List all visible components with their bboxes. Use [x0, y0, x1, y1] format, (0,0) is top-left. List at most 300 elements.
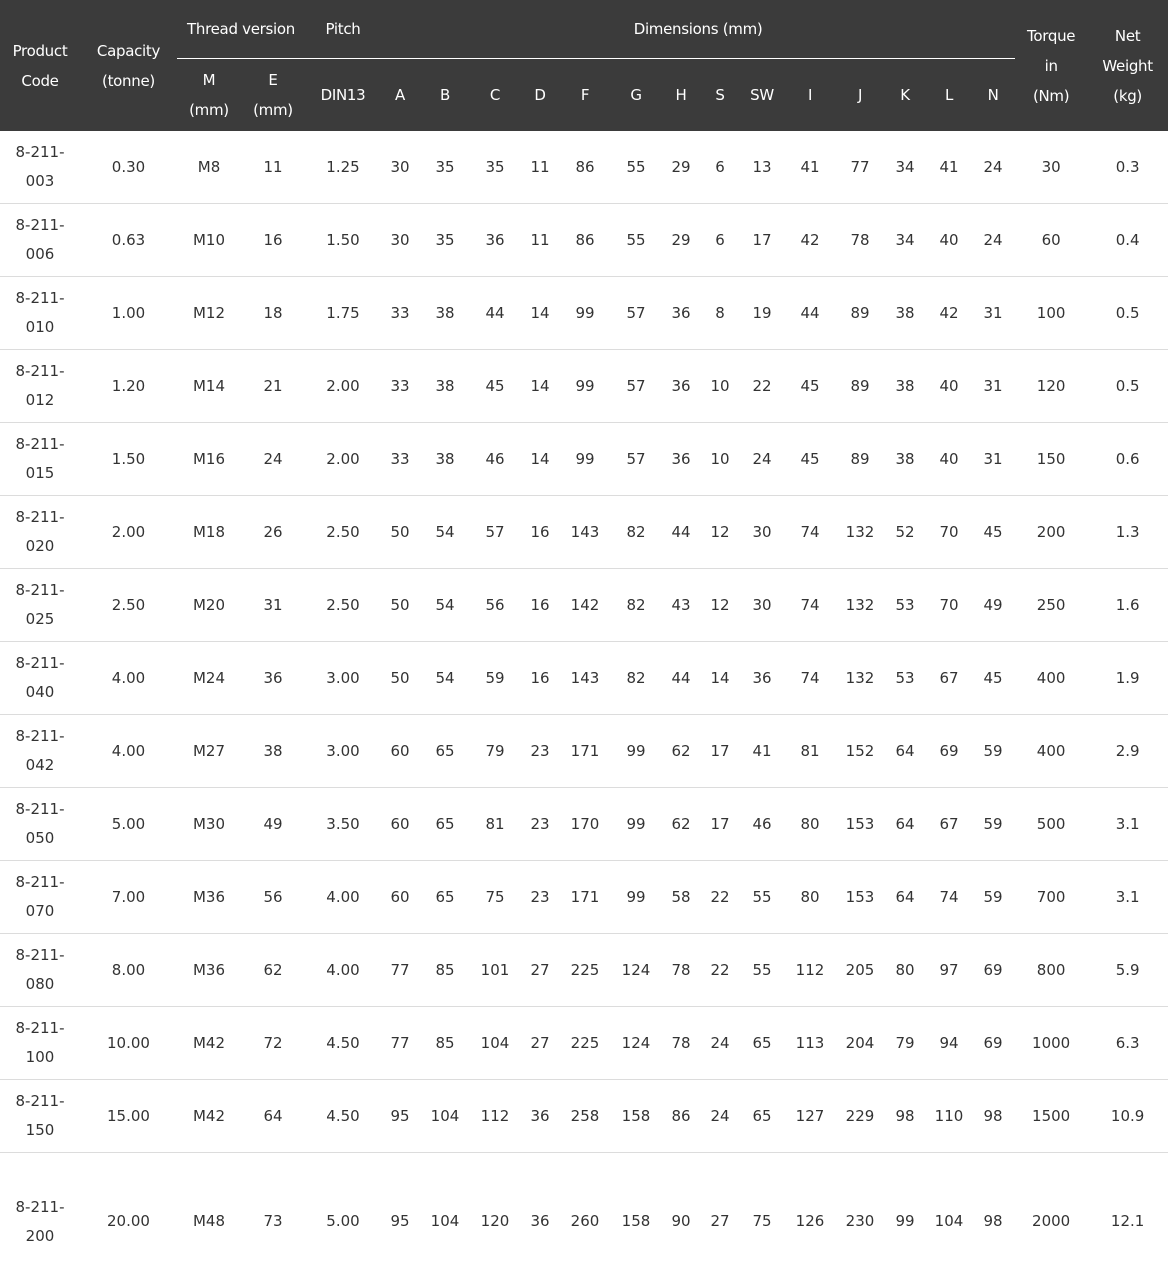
table-cell: 99 — [609, 861, 663, 934]
product-code-text: 8-211-010 — [14, 284, 66, 342]
table-cell: 152 — [837, 715, 883, 788]
table-cell: 38 — [419, 423, 471, 496]
table-cell: 1.6 — [1087, 569, 1168, 642]
table-row — [0, 934, 1168, 1007]
table-cell: 104 — [927, 1153, 971, 1272]
header-dim-c: C — [471, 59, 519, 132]
table-cell: 99 — [561, 277, 609, 350]
table-cell: 3.1 — [1087, 861, 1168, 934]
table-cell: 153 — [837, 861, 883, 934]
table-row — [0, 715, 1168, 788]
table-cell: 55 — [609, 131, 663, 204]
table-cell: 99 — [609, 788, 663, 861]
table-cell: 57 — [471, 496, 519, 569]
table-cell: 41 — [783, 131, 837, 204]
table-cell: 85 — [419, 934, 471, 1007]
table-cell: 204 — [837, 1007, 883, 1080]
table-cell: 1.75 — [305, 277, 381, 350]
cell-product-code — [0, 204, 80, 277]
table-cell: 171 — [561, 715, 609, 788]
table-cell: 700 — [1015, 861, 1087, 934]
table-cell: 52 — [883, 496, 927, 569]
table-cell: M12 — [177, 277, 241, 350]
table-cell: 250 — [1015, 569, 1087, 642]
table-cell: 13 — [741, 131, 783, 204]
table-cell: 74 — [783, 642, 837, 715]
table-cell: 30 — [381, 131, 419, 204]
table-cell: 20.00 — [80, 1153, 177, 1272]
table-cell: 44 — [783, 277, 837, 350]
table-cell: 55 — [741, 934, 783, 1007]
table-cell: 100 — [1015, 277, 1087, 350]
table-cell: 33 — [381, 423, 419, 496]
table-cell: 143 — [561, 642, 609, 715]
table-cell: 23 — [519, 861, 561, 934]
table-cell: 99 — [561, 350, 609, 423]
table-cell: 89 — [837, 423, 883, 496]
table-cell: 500 — [1015, 788, 1087, 861]
table-cell: 59 — [971, 788, 1015, 861]
table-cell: 126 — [783, 1153, 837, 1272]
table-cell: 40 — [927, 204, 971, 277]
cell-product-code — [0, 715, 80, 788]
table-cell: 65 — [741, 1080, 783, 1153]
table-cell: 53 — [883, 569, 927, 642]
table-cell: 36 — [663, 423, 699, 496]
table-cell: 2.50 — [305, 569, 381, 642]
table-cell: 104 — [419, 1080, 471, 1153]
table-cell: 8 — [699, 277, 741, 350]
table-cell: 79 — [471, 715, 519, 788]
cell-product-code — [0, 277, 80, 350]
table-cell: 22 — [699, 861, 741, 934]
table-cell: 5.9 — [1087, 934, 1168, 1007]
header-capacity: Capacity (tonne) — [80, 0, 177, 131]
table-cell: 24 — [971, 131, 1015, 204]
table-cell: 46 — [741, 788, 783, 861]
table-cell: 58 — [663, 861, 699, 934]
table-cell: 45 — [783, 350, 837, 423]
table-cell: 18 — [241, 277, 305, 350]
table-cell: 38 — [419, 277, 471, 350]
table-cell: 143 — [561, 496, 609, 569]
table-cell: 38 — [241, 715, 305, 788]
table-cell: 44 — [663, 496, 699, 569]
product-code-text: 8-211-003 — [14, 138, 66, 196]
table-row — [0, 788, 1168, 861]
table-cell: 0.5 — [1087, 350, 1168, 423]
table-cell: 101 — [471, 934, 519, 1007]
table-cell: M18 — [177, 496, 241, 569]
table-cell: 112 — [471, 1080, 519, 1153]
table-cell: 59 — [971, 715, 1015, 788]
cell-product-code — [0, 1007, 80, 1080]
table-cell: 4.00 — [80, 642, 177, 715]
table-cell: 113 — [783, 1007, 837, 1080]
table-cell: 57 — [609, 277, 663, 350]
table-cell: 70 — [927, 569, 971, 642]
table-cell: 31 — [971, 277, 1015, 350]
table-cell: 82 — [609, 569, 663, 642]
header-dim-i: I — [783, 59, 837, 132]
cell-product-code — [0, 1153, 80, 1272]
table-cell: 78 — [663, 1007, 699, 1080]
table-cell: 55 — [609, 204, 663, 277]
header-dim-f: F — [561, 59, 609, 132]
table-cell: 14 — [699, 642, 741, 715]
table-cell: 229 — [837, 1080, 883, 1153]
table-cell: 27 — [519, 934, 561, 1007]
table-cell: 33 — [381, 277, 419, 350]
table-cell: 40 — [927, 350, 971, 423]
table-cell: 16 — [241, 204, 305, 277]
table-cell: 64 — [883, 861, 927, 934]
table-cell: 70 — [927, 496, 971, 569]
header-dim-s: S — [699, 59, 741, 132]
product-code-text: 8-211-012 — [14, 357, 66, 415]
table-cell: 35 — [471, 131, 519, 204]
table-row — [0, 1153, 1168, 1272]
table-cell: 64 — [883, 715, 927, 788]
table-cell: 3.50 — [305, 788, 381, 861]
table-cell: 41 — [741, 715, 783, 788]
table-cell: 54 — [419, 496, 471, 569]
table-cell: 77 — [837, 131, 883, 204]
table-cell: 27 — [519, 1007, 561, 1080]
table-row — [0, 861, 1168, 934]
table-cell: 170 — [561, 788, 609, 861]
table-cell: 75 — [471, 861, 519, 934]
header-dim-l: L — [927, 59, 971, 132]
table-cell: 132 — [837, 496, 883, 569]
table-cell: 50 — [381, 496, 419, 569]
table-cell: 33 — [381, 350, 419, 423]
table-row — [0, 1080, 1168, 1153]
table-cell: M24 — [177, 642, 241, 715]
table-cell: 99 — [883, 1153, 927, 1272]
table-cell: M48 — [177, 1153, 241, 1272]
header-thread-m: M (mm) — [177, 59, 241, 132]
table-cell: 205 — [837, 934, 883, 1007]
table-cell: 59 — [971, 861, 1015, 934]
table-cell: 225 — [561, 934, 609, 1007]
table-cell: 36 — [241, 642, 305, 715]
table-cell: 142 — [561, 569, 609, 642]
table-cell: 171 — [561, 861, 609, 934]
table-cell: 225 — [561, 1007, 609, 1080]
table-cell: M10 — [177, 204, 241, 277]
table-cell: 16 — [519, 569, 561, 642]
header-product-code: Product Code — [0, 0, 80, 131]
table-cell: 44 — [471, 277, 519, 350]
table-cell: 60 — [381, 715, 419, 788]
table-cell: M30 — [177, 788, 241, 861]
table-cell: 5.00 — [305, 1153, 381, 1272]
table-cell: 38 — [883, 350, 927, 423]
table-cell: 4.00 — [305, 861, 381, 934]
table-cell: 69 — [971, 934, 1015, 1007]
table-cell: 30 — [381, 204, 419, 277]
header-dim-a: A — [381, 59, 419, 132]
table-cell: 36 — [519, 1080, 561, 1153]
table-cell: 24 — [971, 204, 1015, 277]
table-row — [0, 204, 1168, 277]
table-cell: 127 — [783, 1080, 837, 1153]
table-cell: 132 — [837, 642, 883, 715]
table-cell: 10.00 — [80, 1007, 177, 1080]
table-cell: 53 — [883, 642, 927, 715]
table-cell: 23 — [519, 788, 561, 861]
table-cell: M20 — [177, 569, 241, 642]
cell-product-code — [0, 569, 80, 642]
table-cell: 2.50 — [80, 569, 177, 642]
table-cell: 78 — [663, 934, 699, 1007]
cell-product-code — [0, 861, 80, 934]
table-cell: 22 — [699, 934, 741, 1007]
table-cell: 800 — [1015, 934, 1087, 1007]
table-cell: 81 — [783, 715, 837, 788]
table-cell: 60 — [1015, 204, 1087, 277]
table-cell: 85 — [419, 1007, 471, 1080]
table-cell: 1.50 — [305, 204, 381, 277]
table-cell: 65 — [419, 788, 471, 861]
table-cell: 4.00 — [80, 715, 177, 788]
header-dim-j: J — [837, 59, 883, 132]
cell-product-code — [0, 131, 80, 204]
table-cell: M42 — [177, 1080, 241, 1153]
header-dim-b: B — [419, 59, 471, 132]
table-cell: 50 — [381, 569, 419, 642]
table-row — [0, 496, 1168, 569]
product-code-text: 8-211-040 — [14, 649, 66, 707]
header-thread-e: E (mm) — [241, 59, 305, 132]
table-cell: 150 — [1015, 423, 1087, 496]
table-cell: 90 — [663, 1153, 699, 1272]
table-cell: 45 — [971, 642, 1015, 715]
table-cell: 36 — [519, 1153, 561, 1272]
header-pitch: Pitch — [305, 0, 381, 59]
header-net-weight: Net Weight (kg) — [1087, 0, 1168, 131]
table-cell: 98 — [971, 1080, 1015, 1153]
table-cell: 29 — [663, 204, 699, 277]
table-cell: 65 — [419, 715, 471, 788]
table-cell: 1.9 — [1087, 642, 1168, 715]
table-row — [0, 131, 1168, 204]
table-cell: 73 — [241, 1153, 305, 1272]
table-cell: 12 — [699, 496, 741, 569]
table-cell: 30 — [741, 496, 783, 569]
table-cell: 258 — [561, 1080, 609, 1153]
table-cell: 50 — [381, 642, 419, 715]
table-cell: 41 — [927, 131, 971, 204]
header-dim-d: D — [519, 59, 561, 132]
table-cell: M36 — [177, 861, 241, 934]
table-cell: 16 — [519, 642, 561, 715]
table-cell: 3.1 — [1087, 788, 1168, 861]
table-cell: 14 — [519, 277, 561, 350]
table-cell: 11 — [519, 131, 561, 204]
table-cell: 56 — [241, 861, 305, 934]
table-cell: 67 — [927, 642, 971, 715]
table-cell: 11 — [519, 204, 561, 277]
table-cell: 78 — [837, 204, 883, 277]
table-cell: 29 — [663, 131, 699, 204]
table-cell: 0.6 — [1087, 423, 1168, 496]
table-cell: 31 — [971, 423, 1015, 496]
table-cell: 74 — [927, 861, 971, 934]
table-cell: 54 — [419, 642, 471, 715]
header-dim-sw: SW — [741, 59, 783, 132]
table-cell: 4.00 — [305, 934, 381, 1007]
table-cell: 34 — [883, 204, 927, 277]
table-cell: 24 — [699, 1080, 741, 1153]
table-cell: 0.30 — [80, 131, 177, 204]
cell-product-code — [0, 934, 80, 1007]
product-code-text: 8-211-070 — [14, 868, 66, 926]
table-cell: 89 — [837, 350, 883, 423]
header-dim-h: H — [663, 59, 699, 132]
table-cell: 62 — [241, 934, 305, 1007]
table-cell: 158 — [609, 1153, 663, 1272]
table-cell: 57 — [609, 350, 663, 423]
table-cell: 43 — [663, 569, 699, 642]
table-cell: 36 — [663, 350, 699, 423]
table-cell: 23 — [519, 715, 561, 788]
cell-product-code — [0, 496, 80, 569]
table-cell: 1.25 — [305, 131, 381, 204]
table-cell: 38 — [883, 277, 927, 350]
table-cell: 7.00 — [80, 861, 177, 934]
cell-product-code — [0, 788, 80, 861]
table-cell: 94 — [927, 1007, 971, 1080]
table-cell: M42 — [177, 1007, 241, 1080]
table-cell: 1.00 — [80, 277, 177, 350]
table-cell: 54 — [419, 569, 471, 642]
table-cell: 2.00 — [305, 423, 381, 496]
table-cell: 10.9 — [1087, 1080, 1168, 1153]
table-cell: 12.1 — [1087, 1153, 1168, 1272]
table-cell: 64 — [883, 788, 927, 861]
table-cell: 14 — [519, 350, 561, 423]
table-cell: 24 — [741, 423, 783, 496]
table-cell: 2.9 — [1087, 715, 1168, 788]
cell-product-code — [0, 423, 80, 496]
table-cell: 10 — [699, 423, 741, 496]
table-cell: 40 — [927, 423, 971, 496]
table-cell: 98 — [971, 1153, 1015, 1272]
table-cell: 230 — [837, 1153, 883, 1272]
table-cell: 97 — [927, 934, 971, 1007]
table-cell: 2.50 — [305, 496, 381, 569]
table-cell: 45 — [471, 350, 519, 423]
table-cell: 158 — [609, 1080, 663, 1153]
table-cell: M14 — [177, 350, 241, 423]
table-cell: 57 — [609, 423, 663, 496]
header-pitch-din13: DIN13 — [305, 59, 381, 132]
table-cell: 0.3 — [1087, 131, 1168, 204]
table-cell: 4.50 — [305, 1080, 381, 1153]
table-cell: 104 — [419, 1153, 471, 1272]
product-code-text: 8-211-006 — [14, 211, 66, 269]
table-cell: 72 — [241, 1007, 305, 1080]
table-cell: 77 — [381, 934, 419, 1007]
product-code-text: 8-211-150 — [14, 1087, 66, 1145]
table-row — [0, 642, 1168, 715]
table-cell: 17 — [741, 204, 783, 277]
table-cell: 46 — [471, 423, 519, 496]
header-torque: Torque in (Nm) — [1015, 0, 1087, 131]
table-cell: 42 — [927, 277, 971, 350]
table-cell: 124 — [609, 1007, 663, 1080]
table-cell: 64 — [241, 1080, 305, 1153]
table-cell: 0.4 — [1087, 204, 1168, 277]
table-cell: 89 — [837, 277, 883, 350]
table-cell: 17 — [699, 715, 741, 788]
table-cell: 95 — [381, 1153, 419, 1272]
table-cell: 59 — [471, 642, 519, 715]
header-dim-g: G — [609, 59, 663, 132]
header-dim-n: N — [971, 59, 1015, 132]
product-code-text: 8-211-015 — [14, 430, 66, 488]
table-cell: M36 — [177, 934, 241, 1007]
table-cell: 6 — [699, 204, 741, 277]
table-cell: 45 — [783, 423, 837, 496]
table-cell: 200 — [1015, 496, 1087, 569]
header-thread-version: Thread version — [177, 0, 305, 59]
table-cell: 24 — [241, 423, 305, 496]
table-row — [0, 1007, 1168, 1080]
table-cell: 30 — [741, 569, 783, 642]
table-cell: 22 — [741, 350, 783, 423]
table-cell: 120 — [1015, 350, 1087, 423]
table-cell: 400 — [1015, 642, 1087, 715]
table-row — [0, 350, 1168, 423]
table-cell: 69 — [927, 715, 971, 788]
table-cell: 1.50 — [80, 423, 177, 496]
table-cell: 80 — [883, 934, 927, 1007]
table-cell: 17 — [699, 788, 741, 861]
header-dim-k: K — [883, 59, 927, 132]
table-cell: 10 — [699, 350, 741, 423]
table-cell: 34 — [883, 131, 927, 204]
table-cell: 80 — [783, 788, 837, 861]
table-cell: 1.3 — [1087, 496, 1168, 569]
table-cell: 132 — [837, 569, 883, 642]
table-cell: 19 — [741, 277, 783, 350]
table-cell: 35 — [419, 131, 471, 204]
table-cell: 104 — [471, 1007, 519, 1080]
table-cell: 55 — [741, 861, 783, 934]
product-code-text: 8-211-080 — [14, 941, 66, 999]
table-cell: 82 — [609, 496, 663, 569]
table-cell: 0.63 — [80, 204, 177, 277]
cell-product-code — [0, 350, 80, 423]
table-cell: 60 — [381, 861, 419, 934]
table-cell: 60 — [381, 788, 419, 861]
table-cell: 62 — [663, 715, 699, 788]
table-cell: 67 — [927, 788, 971, 861]
table-cell: 11 — [241, 131, 305, 204]
table-cell: 5.00 — [80, 788, 177, 861]
table-cell: 30 — [1015, 131, 1087, 204]
table-cell: 69 — [971, 1007, 1015, 1080]
table-cell: 26 — [241, 496, 305, 569]
table-cell: 153 — [837, 788, 883, 861]
table-cell: 45 — [971, 496, 1015, 569]
cell-product-code — [0, 642, 80, 715]
table-cell: 99 — [561, 423, 609, 496]
table-cell: 112 — [783, 934, 837, 1007]
